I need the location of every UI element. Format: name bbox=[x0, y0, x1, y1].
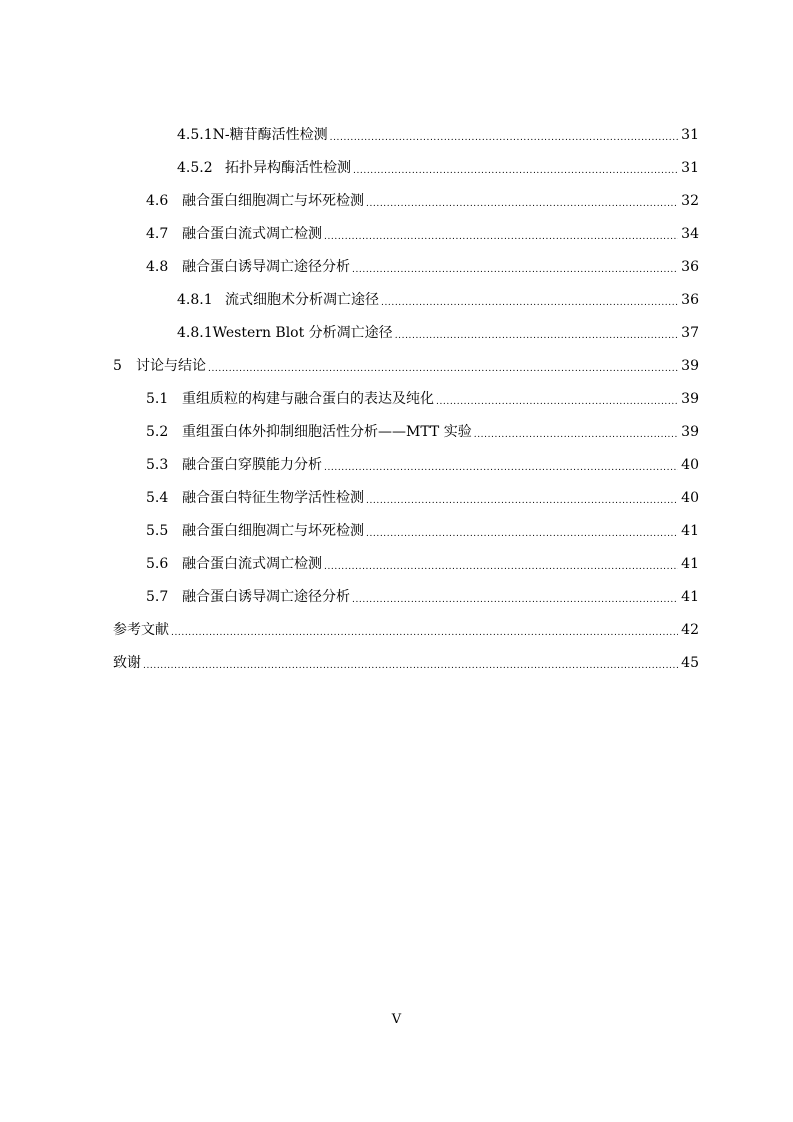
toc-entry-title: 融合蛋白诱导凋亡途径分析 bbox=[182, 588, 350, 605]
toc-entry-number: 5 bbox=[113, 357, 122, 374]
dot-leader bbox=[395, 326, 678, 346]
toc-entry[interactable] bbox=[113, 547, 699, 580]
toc-entry[interactable] bbox=[113, 382, 699, 415]
toc-entry-page-number: 41 bbox=[681, 555, 699, 572]
dot-leader bbox=[381, 293, 678, 313]
toc-entry-number: 4.7 bbox=[146, 225, 169, 242]
toc-entry-page-number: 42 bbox=[681, 621, 699, 638]
toc-entry[interactable] bbox=[113, 646, 699, 679]
dot-leader bbox=[352, 260, 678, 280]
toc-entry-title: 参考文献 bbox=[113, 621, 169, 638]
page-number-footer: V bbox=[391, 1012, 402, 1027]
toc-entry-title: 重组质粒的构建与融合蛋白的表达及纯化 bbox=[182, 390, 434, 407]
dot-leader bbox=[366, 491, 678, 511]
toc-entry-page-number: 41 bbox=[681, 588, 699, 605]
toc-entry[interactable] bbox=[113, 514, 699, 547]
toc-entry-number: 5.6 bbox=[146, 555, 169, 572]
toc-entry[interactable] bbox=[113, 316, 699, 349]
dot-leader bbox=[330, 128, 679, 148]
toc-entry-title: 融合蛋白穿膜能力分析 bbox=[182, 456, 322, 473]
toc-entry[interactable] bbox=[113, 217, 699, 250]
toc-entry-number: 5.3 bbox=[146, 456, 169, 473]
toc-entry-page-number: 39 bbox=[681, 390, 699, 407]
toc-entry-page-number: 40 bbox=[681, 456, 699, 473]
dot-leader bbox=[324, 557, 678, 577]
toc-entry-number: 5.5 bbox=[146, 522, 169, 539]
toc-entry-page-number: 39 bbox=[681, 357, 699, 374]
toc-entry-title: 致谢 bbox=[113, 654, 141, 671]
table-of-contents bbox=[113, 118, 699, 679]
toc-entry[interactable] bbox=[113, 481, 699, 514]
toc-entry-page-number: 36 bbox=[681, 291, 699, 308]
toc-entry-title: 融合蛋白特征生物学活性检测 bbox=[182, 489, 364, 506]
toc-entry-title: 拓扑异构酶活性检测 bbox=[225, 159, 351, 176]
toc-entry-title: 流式细胞术分析凋亡途径 bbox=[225, 291, 379, 308]
toc-entry-number: 4.6 bbox=[146, 192, 169, 209]
toc-entry-title: 融合蛋白细胞凋亡与坏死检测 bbox=[182, 522, 364, 539]
dot-leader bbox=[353, 161, 678, 181]
toc-entry[interactable] bbox=[113, 448, 699, 481]
toc-entry-number: 4.8.1 bbox=[177, 324, 213, 341]
toc-entry-title: 融合蛋白细胞凋亡与坏死检测 bbox=[182, 192, 364, 209]
toc-entry[interactable] bbox=[113, 118, 699, 151]
toc-entry[interactable] bbox=[113, 580, 699, 613]
dot-leader bbox=[436, 392, 678, 412]
toc-entry-page-number: 34 bbox=[681, 225, 699, 242]
toc-entry-title: 重组蛋白体外抑制细胞活性分析——MTT 实验 bbox=[182, 423, 472, 440]
toc-entry-number: 5.7 bbox=[146, 588, 169, 605]
dot-leader bbox=[208, 359, 678, 379]
dot-leader bbox=[366, 524, 678, 544]
toc-entry-number: 5.1 bbox=[146, 390, 169, 407]
dot-leader bbox=[474, 425, 678, 445]
toc-entry-page-number: 41 bbox=[681, 522, 699, 539]
toc-entry-page-number: 40 bbox=[681, 489, 699, 506]
toc-entry[interactable] bbox=[113, 349, 699, 382]
toc-entry[interactable] bbox=[113, 415, 699, 448]
toc-entry-title: 融合蛋白流式凋亡检测 bbox=[182, 225, 322, 242]
toc-entry-title: 融合蛋白流式凋亡检测 bbox=[182, 555, 322, 572]
toc-entry-number: 4.8.1 bbox=[177, 291, 213, 308]
toc-entry-title: N-糖苷酶活性检测 bbox=[212, 126, 328, 143]
toc-entry-number: 5.4 bbox=[146, 489, 169, 506]
dot-leader bbox=[366, 194, 678, 214]
toc-entry[interactable] bbox=[113, 283, 699, 316]
toc-entry-page-number: 45 bbox=[681, 654, 699, 671]
toc-entry-number: 4.5.2 bbox=[177, 159, 213, 176]
toc-entry-title: 融合蛋白诱导凋亡途径分析 bbox=[182, 258, 350, 275]
toc-entry-page-number: 32 bbox=[681, 192, 699, 209]
toc-entry[interactable] bbox=[113, 613, 699, 646]
toc-entry-title: 讨论与结论 bbox=[136, 357, 206, 374]
toc-entry-title: Western Blot 分析凋亡途径 bbox=[212, 324, 393, 341]
toc-entry[interactable] bbox=[113, 184, 699, 217]
dot-leader bbox=[324, 227, 678, 247]
dot-leader bbox=[171, 623, 678, 643]
toc-entry-page-number: 37 bbox=[681, 324, 699, 341]
toc-entry-page-number: 31 bbox=[681, 159, 699, 176]
toc-entry-page-number: 36 bbox=[681, 258, 699, 275]
toc-entry-number: 5.2 bbox=[146, 423, 169, 440]
toc-entry[interactable] bbox=[113, 151, 699, 184]
toc-entry-number: 4.5.1 bbox=[177, 126, 213, 143]
dot-leader bbox=[143, 656, 678, 676]
toc-entry[interactable] bbox=[113, 250, 699, 283]
dot-leader bbox=[352, 590, 678, 610]
dot-leader bbox=[324, 458, 678, 478]
toc-entry-number: 4.8 bbox=[146, 258, 169, 275]
toc-entry-page-number: 31 bbox=[681, 126, 699, 143]
toc-entry-page-number: 39 bbox=[681, 423, 699, 440]
